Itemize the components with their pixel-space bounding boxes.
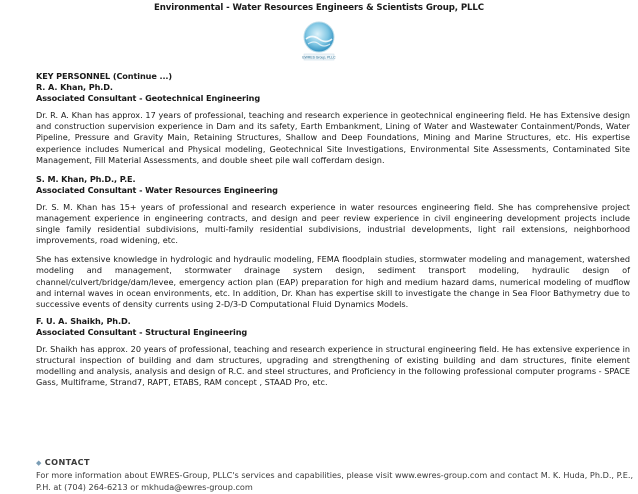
contact-title: ◆ CONTACT bbox=[36, 457, 90, 467]
person-bio: She has extensive knowledge in hydrologic and hydraulic modeling, FEMA floodplain studies, stormwater modeling and management, watershed modeling and management, stormwater drainage system design, sediment transport modeling, hydraulic design of channel/culvert/bridge/dam/levee, emergency action plan (EAP) preparation for high and medium hazard dams, numerical modeling of mudflow and internal waves in ocean environments, etc. In addition, Dr. Khan has expertise skill to investigate the change in Sea Floor Bathymetry due to successive events of density currents using 2-D/3-D Computational Fluid Dynamics Models. bbox=[36, 254, 630, 309]
person-bio: Dr. Shaikh has approx. 20 years of professional, teaching and research experience in structural engineering field. He has extensive experience in structural inspection of building and dam structures, upgrading and strengthening of existing building and dam structures, finite element modelling and analysis, analysis and design of R.C. and steel structures, and Proficiency in the following professional computer programs - SPACE Gass, Multiframe, Strand7, RAPT, ETABS, RAM concept , STAAD Pro, etc. bbox=[36, 343, 630, 388]
diamond-bullet-icon: ◆ bbox=[36, 459, 42, 467]
person-name: R. A. Khan, Ph.D. bbox=[36, 82, 113, 93]
key-personnel-content bbox=[36, 71, 630, 388]
logo-text: EWRES Group, PLLC bbox=[302, 55, 336, 60]
person-bio: Dr. R. A. Khan has approx. 17 years of professional, teaching and research experience in geotechnical engineering field. He has Extensive design and construction supervision experience in Dam and its safety, Earth Embankment, Lining of Water and Wastewater Containment/Ponds, Water Pipeline, Pressure and Gravity Main, Retaining Structures, Shallow and Deep Foundations, Mining and Marine Structures, etc. His expertise experience includes Numerical and Physical modeling, Geotechnical Site Investigations, Environmental Site Assessments, Contaminated Site Management, Fill Material Assessments, and double sheet pile wall cofferdam design. bbox=[36, 110, 630, 165]
person-role: Associated Consultant - Geotechnical Engineering bbox=[36, 93, 261, 104]
person-role: Associated Consultant - Structural Engineering bbox=[36, 326, 248, 337]
contact-text: For more information about EWRES-Group, PLLC's services and capabilities, please visit www.ewres-group.com and contact M. K. Huda, Ph.D., P.E., P.H. at (704) 264-6213 or mkhuda@ewres-group.com bbox=[36, 470, 634, 492]
contact-section bbox=[36, 456, 636, 493]
page-header: Environmental - Water Resources Engineers & Scientists Group, PLLC bbox=[153, 3, 485, 13]
person-bio: Dr. S. M. Khan has 15+ years of professional and research experience in water resources engineering field. She has comprehensive project management experience in engineering contracts, and design and peer review experience in civil engineering development projects include single family residential subdivisions, multi-family residential subdivisions, industrial developments, light rail extensions, neighborhood improvements, road widening, etc. bbox=[36, 201, 630, 246]
section-title: KEY PERSONNEL (Continue ...) bbox=[36, 71, 173, 81]
person-role: Associated Consultant - Water Resources Engineering bbox=[36, 184, 278, 195]
person-name: S. M. Khan, Ph.D., P.E. bbox=[36, 173, 136, 184]
company-logo bbox=[297, 19, 341, 63]
person-name: F. U. A. Shaikh, Ph.D. bbox=[36, 315, 131, 326]
